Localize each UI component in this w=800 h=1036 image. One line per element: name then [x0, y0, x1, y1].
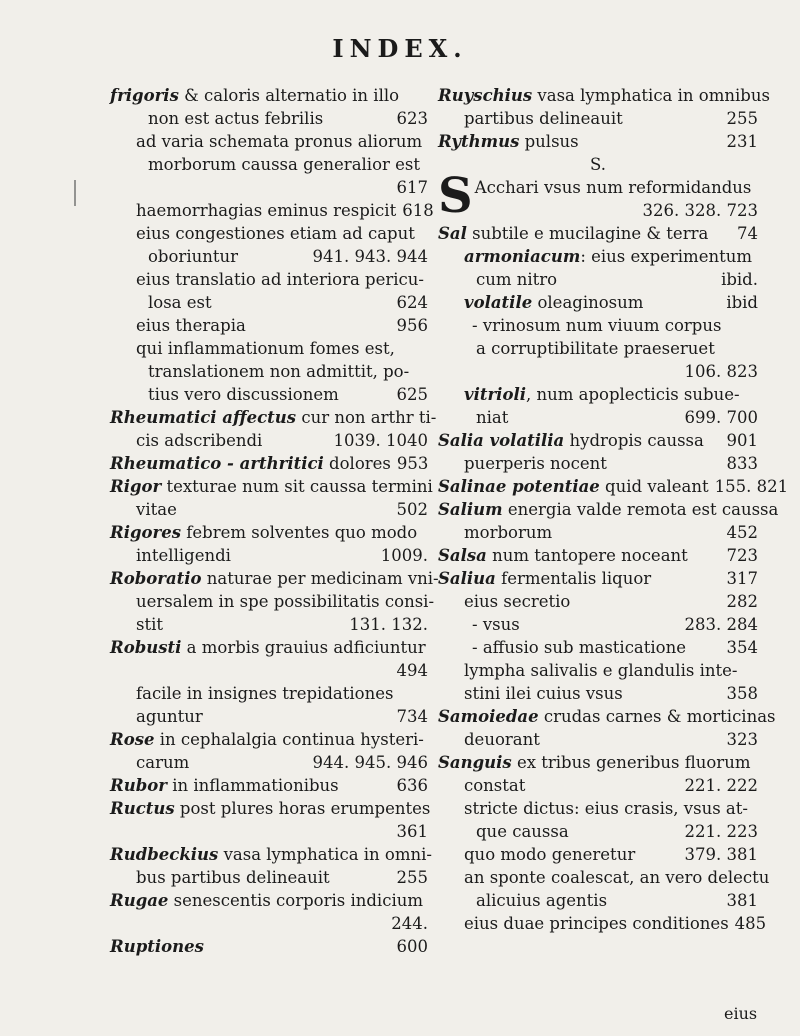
entry-body: fermentalis liquor: [495, 569, 652, 588]
entry-body: deuorant: [464, 730, 540, 749]
entry-body: lympha salivalis e glandulis inte-: [464, 661, 738, 680]
entry-body: oleaginosum: [532, 293, 644, 312]
index-entry: [438, 498, 779, 521]
entry-text: [464, 843, 635, 866]
index-entry: [110, 820, 428, 843]
index-entry: [110, 797, 431, 820]
entry-text: [110, 843, 432, 866]
entry-headword: Saliua: [438, 569, 496, 588]
index-entry: [110, 521, 428, 544]
entry-body: constat: [464, 776, 526, 795]
entry-page-number: 600: [396, 937, 428, 956]
index-entry: [110, 705, 428, 728]
index-entry: [110, 199, 434, 222]
entry-text: [148, 153, 420, 176]
index-entry: [110, 889, 428, 912]
entry-text: [438, 475, 709, 498]
index-entry: [438, 521, 758, 544]
entry-headword: Rugae: [110, 891, 169, 910]
index-entry: [438, 636, 758, 659]
index-entry: [438, 107, 758, 130]
entry-headword: Roboratio: [110, 569, 202, 588]
entry-page-number: 833: [726, 454, 758, 473]
entry-body: subtile e mucilagine & terra: [466, 224, 709, 243]
entry-body: eius congestiones etiam ad caput: [136, 224, 415, 243]
entry-page-number: 1039. 1040: [333, 431, 428, 450]
index-entry: [438, 153, 758, 176]
index-entry: [110, 659, 428, 682]
entry-body: eius translatio ad interiora pericu-: [136, 270, 424, 289]
entry-text: [472, 636, 686, 659]
entry-text: [110, 406, 436, 429]
entry-text: [476, 820, 569, 843]
entry-text: [136, 199, 396, 222]
entry-body: intelligendi: [136, 546, 231, 565]
margin-mark: [74, 180, 76, 206]
index-entry: [110, 636, 428, 659]
entry-headword: Salium: [438, 500, 503, 519]
entry-body: stricte dictus: eius crasis, vsus at-: [464, 799, 748, 818]
index-entry: [438, 314, 758, 337]
index-entry: [438, 590, 758, 613]
entry-body: facile in insignes trepidationes: [136, 684, 394, 703]
entry-page-number: 317: [726, 569, 758, 588]
entry-body: in inflammationibus: [166, 776, 339, 795]
index-entry: [110, 314, 428, 337]
entry-text: [136, 751, 189, 774]
entry-page-number: 282: [726, 592, 758, 611]
entry-text: [438, 222, 708, 245]
entry-page-number: 379. 381: [684, 845, 758, 864]
index-entry: [438, 84, 770, 107]
entry-text: [110, 774, 339, 797]
entry-body: pulsus: [519, 132, 579, 151]
index-entry: [110, 337, 428, 360]
entry-page-number: 956: [396, 316, 428, 335]
entry-page-number: 106. 823: [684, 362, 758, 381]
entry-body: a morbis grauius adficiuntur: [181, 638, 426, 657]
left-column: [110, 84, 439, 958]
entry-body: qui inflammationum fomes est,: [136, 339, 395, 358]
entry-headword: Ruptiones: [110, 937, 204, 956]
index-entry: [438, 245, 758, 268]
entry-headword: Samoiedae: [438, 707, 539, 726]
index-entry: [438, 889, 758, 912]
index-entry: [110, 751, 428, 774]
index-entry: [110, 866, 428, 889]
index-entry: [438, 728, 758, 751]
entry-page-number: 244.: [391, 914, 428, 933]
index-entry: [438, 222, 758, 245]
entry-text: [438, 751, 750, 774]
entry-headword: frigoris: [110, 86, 179, 105]
entry-body: post plures horas erumpentes: [174, 799, 431, 818]
entry-text: [110, 475, 433, 498]
entry-headword: Rheumatico - arthritici: [110, 454, 324, 473]
entry-body: : eius experimentum: [580, 247, 752, 266]
entry-body: hydropis caussa: [564, 431, 704, 450]
entry-page-number: ibid: [726, 293, 758, 312]
entry-page-number: 283. 284: [684, 615, 758, 634]
index-entry: [110, 176, 428, 199]
index-entry: [438, 774, 758, 797]
entry-text: [438, 130, 579, 153]
entry-page-number: 255: [396, 868, 428, 887]
entry-body: quo modo generetur: [464, 845, 636, 864]
entry-body: , num apoplecticis subue-: [525, 385, 740, 404]
entry-page-number: 221. 222: [684, 776, 758, 795]
entry-text: [472, 613, 520, 636]
entry-text: [110, 636, 426, 659]
entry-text: [472, 314, 721, 337]
entry-text: [148, 107, 323, 130]
entry-text: [110, 889, 423, 912]
entry-body: texturae num sit caussa termini: [161, 477, 433, 496]
entry-body: naturae per medicinam vni-: [201, 569, 439, 588]
entry-body: senescentis corporis indicium: [168, 891, 423, 910]
entry-headword: Salsa: [438, 546, 487, 565]
entry-body: eius duae principes conditiones: [464, 914, 729, 933]
entry-page-number: 636: [396, 776, 428, 795]
index-entry: [438, 797, 758, 820]
entry-body: oboriuntur: [148, 247, 238, 266]
entry-text: [476, 406, 508, 429]
entry-text: [148, 360, 409, 383]
entry-text: [136, 705, 203, 728]
entry-text: [136, 866, 330, 889]
entry-body: carum: [136, 753, 190, 772]
index-entry: [438, 268, 758, 291]
entry-headword: vitrioli: [464, 385, 526, 404]
entry-page-number: 944. 945. 946: [312, 753, 428, 772]
index-entry: [110, 153, 428, 176]
entry-body: cum nitro: [476, 270, 558, 289]
entry-page-number: 326. 328. 723: [642, 201, 758, 220]
drop-capital: S: [438, 168, 473, 224]
index-entry: [110, 245, 428, 268]
entry-body: febrem solventes quo modo: [181, 523, 418, 542]
index-entry: [110, 268, 428, 291]
entry-body: aguntur: [136, 707, 203, 726]
index-entry: [110, 383, 428, 406]
index-entry: [110, 682, 428, 705]
entry-text: [590, 153, 606, 176]
entry-body: S.: [590, 155, 606, 174]
entry-body: ex tribus generibus fluorum: [511, 753, 751, 772]
entry-text: [110, 521, 417, 544]
entry-text: [476, 889, 607, 912]
entry-text: [110, 935, 204, 958]
index-entry: [110, 130, 428, 153]
entry-headword: Sal: [438, 224, 467, 243]
entry-text: [110, 84, 399, 107]
index-entry: [438, 452, 758, 475]
index-entry: [438, 751, 758, 774]
entry-body: vasa lymphatica in omnibus: [532, 86, 770, 105]
entry-text: [464, 912, 729, 935]
entry-page-number: 1009.: [380, 546, 428, 565]
entry-text: [110, 452, 391, 475]
index-entry: [438, 291, 758, 314]
entry-page-number: 625: [396, 385, 428, 404]
entry-headword: Rudbeckius: [110, 845, 219, 864]
entry-text: [136, 498, 177, 521]
entry-text: [136, 613, 163, 636]
entry-body: stini ilei cuius vsus: [464, 684, 623, 703]
entry-body: morborum caussa generalior est: [148, 155, 421, 174]
index-entry: [438, 567, 758, 590]
entry-headword: Sanguis: [438, 753, 512, 772]
entry-text: [136, 130, 422, 153]
index-entry: [438, 406, 758, 429]
entry-headword: Ructus: [110, 799, 175, 818]
index-entry: [438, 659, 758, 682]
entry-page-number: 494: [396, 661, 428, 680]
index-entry: [438, 820, 758, 843]
index-entry: [438, 866, 770, 889]
entry-body: losa est: [148, 293, 212, 312]
entry-page-number: 624: [396, 293, 428, 312]
entry-body: haemorrhagias eminus respicit: [136, 201, 397, 220]
entry-page-number: 354: [726, 638, 758, 657]
entry-headword: Ruyschius: [438, 86, 533, 105]
entry-text: [438, 705, 776, 728]
index-entry: [110, 360, 428, 383]
entry-text: [464, 774, 525, 797]
entry-text: [464, 107, 623, 130]
entry-headword: Rigor: [110, 477, 162, 496]
index-entry: [110, 613, 428, 636]
entry-text: [464, 383, 740, 406]
index-entry: [110, 912, 428, 935]
entry-body: non est actus febrilis: [148, 109, 324, 128]
entry-text: [476, 268, 557, 291]
entry-body: dolores: [323, 454, 391, 473]
index-entry: [438, 544, 758, 567]
entry-body: translationem non admittit, po-: [148, 362, 410, 381]
entry-page-number: 155. 821: [714, 477, 789, 496]
entry-page-number: 618: [402, 201, 434, 220]
index-entry: [110, 935, 428, 958]
entry-text: [464, 521, 552, 544]
index-entry: [438, 843, 758, 866]
entry-body: Acchari vsus num reformidandus: [474, 178, 752, 197]
entry-page-number: 361: [396, 822, 428, 841]
entry-text: [136, 429, 262, 452]
index-entry: [110, 291, 428, 314]
entry-body: uersalem in spe possibilitatis consi-: [136, 592, 435, 611]
catchword: eius: [724, 1004, 758, 1023]
entry-page-number: 452: [726, 523, 758, 542]
index-entry: [438, 705, 776, 728]
index-entry: [110, 567, 439, 590]
index-entry: [110, 774, 428, 797]
entry-text: [464, 682, 623, 705]
page-header: INDEX.: [332, 34, 468, 63]
index-entry: [438, 682, 758, 705]
entry-text: [438, 429, 704, 452]
entry-page-number: 323: [726, 730, 758, 749]
entry-page-number: 617: [396, 178, 428, 197]
entry-body: - vsus: [472, 615, 520, 634]
entry-text: [110, 567, 439, 590]
entry-page-number: 231: [726, 132, 758, 151]
index-entry: [110, 843, 432, 866]
index-entry: [110, 590, 435, 613]
entry-page-number: 74: [737, 224, 758, 243]
entry-text: [464, 659, 737, 682]
index-entry: [110, 222, 428, 245]
index-entry: [438, 613, 758, 636]
index-entry: [438, 130, 758, 153]
entry-body: an sponte coalescat, an vero delectu: [464, 868, 770, 887]
entry-page-number: 723: [726, 546, 758, 565]
index-entry: [438, 475, 789, 498]
index-entry: [438, 337, 758, 360]
entry-body: - vrinosum num viuum corpus: [472, 316, 722, 335]
entry-text: [148, 383, 339, 406]
index-entry: [110, 452, 428, 475]
entry-body: puerperis nocent: [464, 454, 607, 473]
entry-text: [148, 291, 212, 314]
entry-headword: Rubor: [110, 776, 167, 795]
entry-page-number: 502: [396, 500, 428, 519]
entry-body: num tantopere noceant: [486, 546, 688, 565]
entry-page-number: 901: [726, 431, 758, 450]
entry-text: [464, 590, 570, 613]
entry-headword: Salinae potentiae: [438, 477, 600, 496]
entry-text: [136, 682, 393, 705]
entry-page-number: 953: [396, 454, 429, 473]
entry-body: cis adscribendi: [136, 431, 263, 450]
entry-page-number: 221. 223: [684, 822, 758, 841]
entry-body: eius secretio: [464, 592, 571, 611]
entry-headword: Rheumatici affectus: [110, 408, 297, 427]
entry-body: que caussa: [476, 822, 569, 841]
entry-body: in cephalalgia continua hysteri-: [154, 730, 424, 749]
entry-text: [136, 268, 424, 291]
entry-body: energia valde remota est caussa: [502, 500, 779, 519]
entry-page-number: 381: [726, 891, 758, 910]
entry-text: [110, 728, 424, 751]
entry-text: [438, 567, 651, 590]
index-entry: [110, 107, 428, 130]
index-entry: [110, 544, 428, 567]
entry-body: crudas carnes & morticinas: [538, 707, 776, 726]
right-column: [438, 84, 789, 935]
entry-body: stit: [136, 615, 164, 634]
entry-headword: Salia volatilia: [438, 431, 565, 450]
entry-body: alicuius agentis: [476, 891, 608, 910]
entry-headword: Robusti: [110, 638, 182, 657]
entry-text: [136, 590, 434, 613]
index-entry: [110, 475, 433, 498]
index-entry: [110, 728, 428, 751]
index-entry: [438, 360, 758, 383]
entry-body: cur non arthr ti-: [296, 408, 437, 427]
entry-text: [464, 866, 769, 889]
entry-text: [476, 337, 715, 360]
entry-body: ad varia schemata pronus aliorum: [136, 132, 423, 151]
entry-page-number: 734: [396, 707, 428, 726]
entry-text: [136, 222, 415, 245]
entry-body: quid valeant: [599, 477, 709, 496]
entry-headword: Rythmus: [438, 132, 520, 151]
entry-body: partibus delineauit: [464, 109, 623, 128]
index-entry: [110, 84, 428, 107]
entry-text: [148, 245, 238, 268]
index-entry: [110, 406, 437, 429]
entry-text: [464, 728, 540, 751]
index-entry: [438, 912, 767, 935]
entry-page-number: 358: [726, 684, 758, 703]
entry-text: [464, 291, 643, 314]
entry-body: & caloris alternatio in illo: [178, 86, 400, 105]
entry-body: bus partibus delineauit: [136, 868, 330, 887]
entry-body: eius therapia: [136, 316, 246, 335]
entry-page-number: 699. 700: [684, 408, 758, 427]
index-entry: [110, 429, 428, 452]
entry-text: [464, 452, 607, 475]
entry-body: vasa lymphatica in omni-: [218, 845, 432, 864]
entry-text: [438, 544, 688, 567]
entry-text: [438, 84, 770, 107]
entry-text: [464, 245, 752, 268]
entry-headword: volatile: [464, 293, 533, 312]
entry-text: [136, 337, 395, 360]
entry-page-number: ibid.: [721, 270, 758, 289]
entry-page-number: 485: [734, 914, 767, 933]
entry-text: [464, 797, 748, 820]
entry-text: [136, 314, 246, 337]
entry-text: [438, 498, 778, 521]
entry-body: morborum: [464, 523, 553, 542]
entry-text: [110, 797, 430, 820]
index-entry: [110, 498, 428, 521]
entry-headword: armoniacum: [464, 247, 581, 266]
entry-body: tius vero discussionem: [148, 385, 339, 404]
index-entry: [438, 383, 758, 406]
entry-body: a corruptibilitate praeseruet: [476, 339, 715, 358]
index-entry: [438, 429, 758, 452]
entry-body: - affusio sub masticatione: [472, 638, 687, 657]
entry-headword: Rose: [110, 730, 155, 749]
entry-headword: Rigores: [110, 523, 182, 542]
entry-page-number: 255: [726, 109, 758, 128]
entry-text: [136, 544, 231, 567]
entry-page-number: 941. 943. 944: [312, 247, 428, 266]
entry-body: niat: [476, 408, 509, 427]
entry-body: vitae: [136, 500, 177, 519]
entry-page-number: 623: [396, 109, 428, 128]
entry-page-number: 131. 132.: [349, 615, 428, 634]
